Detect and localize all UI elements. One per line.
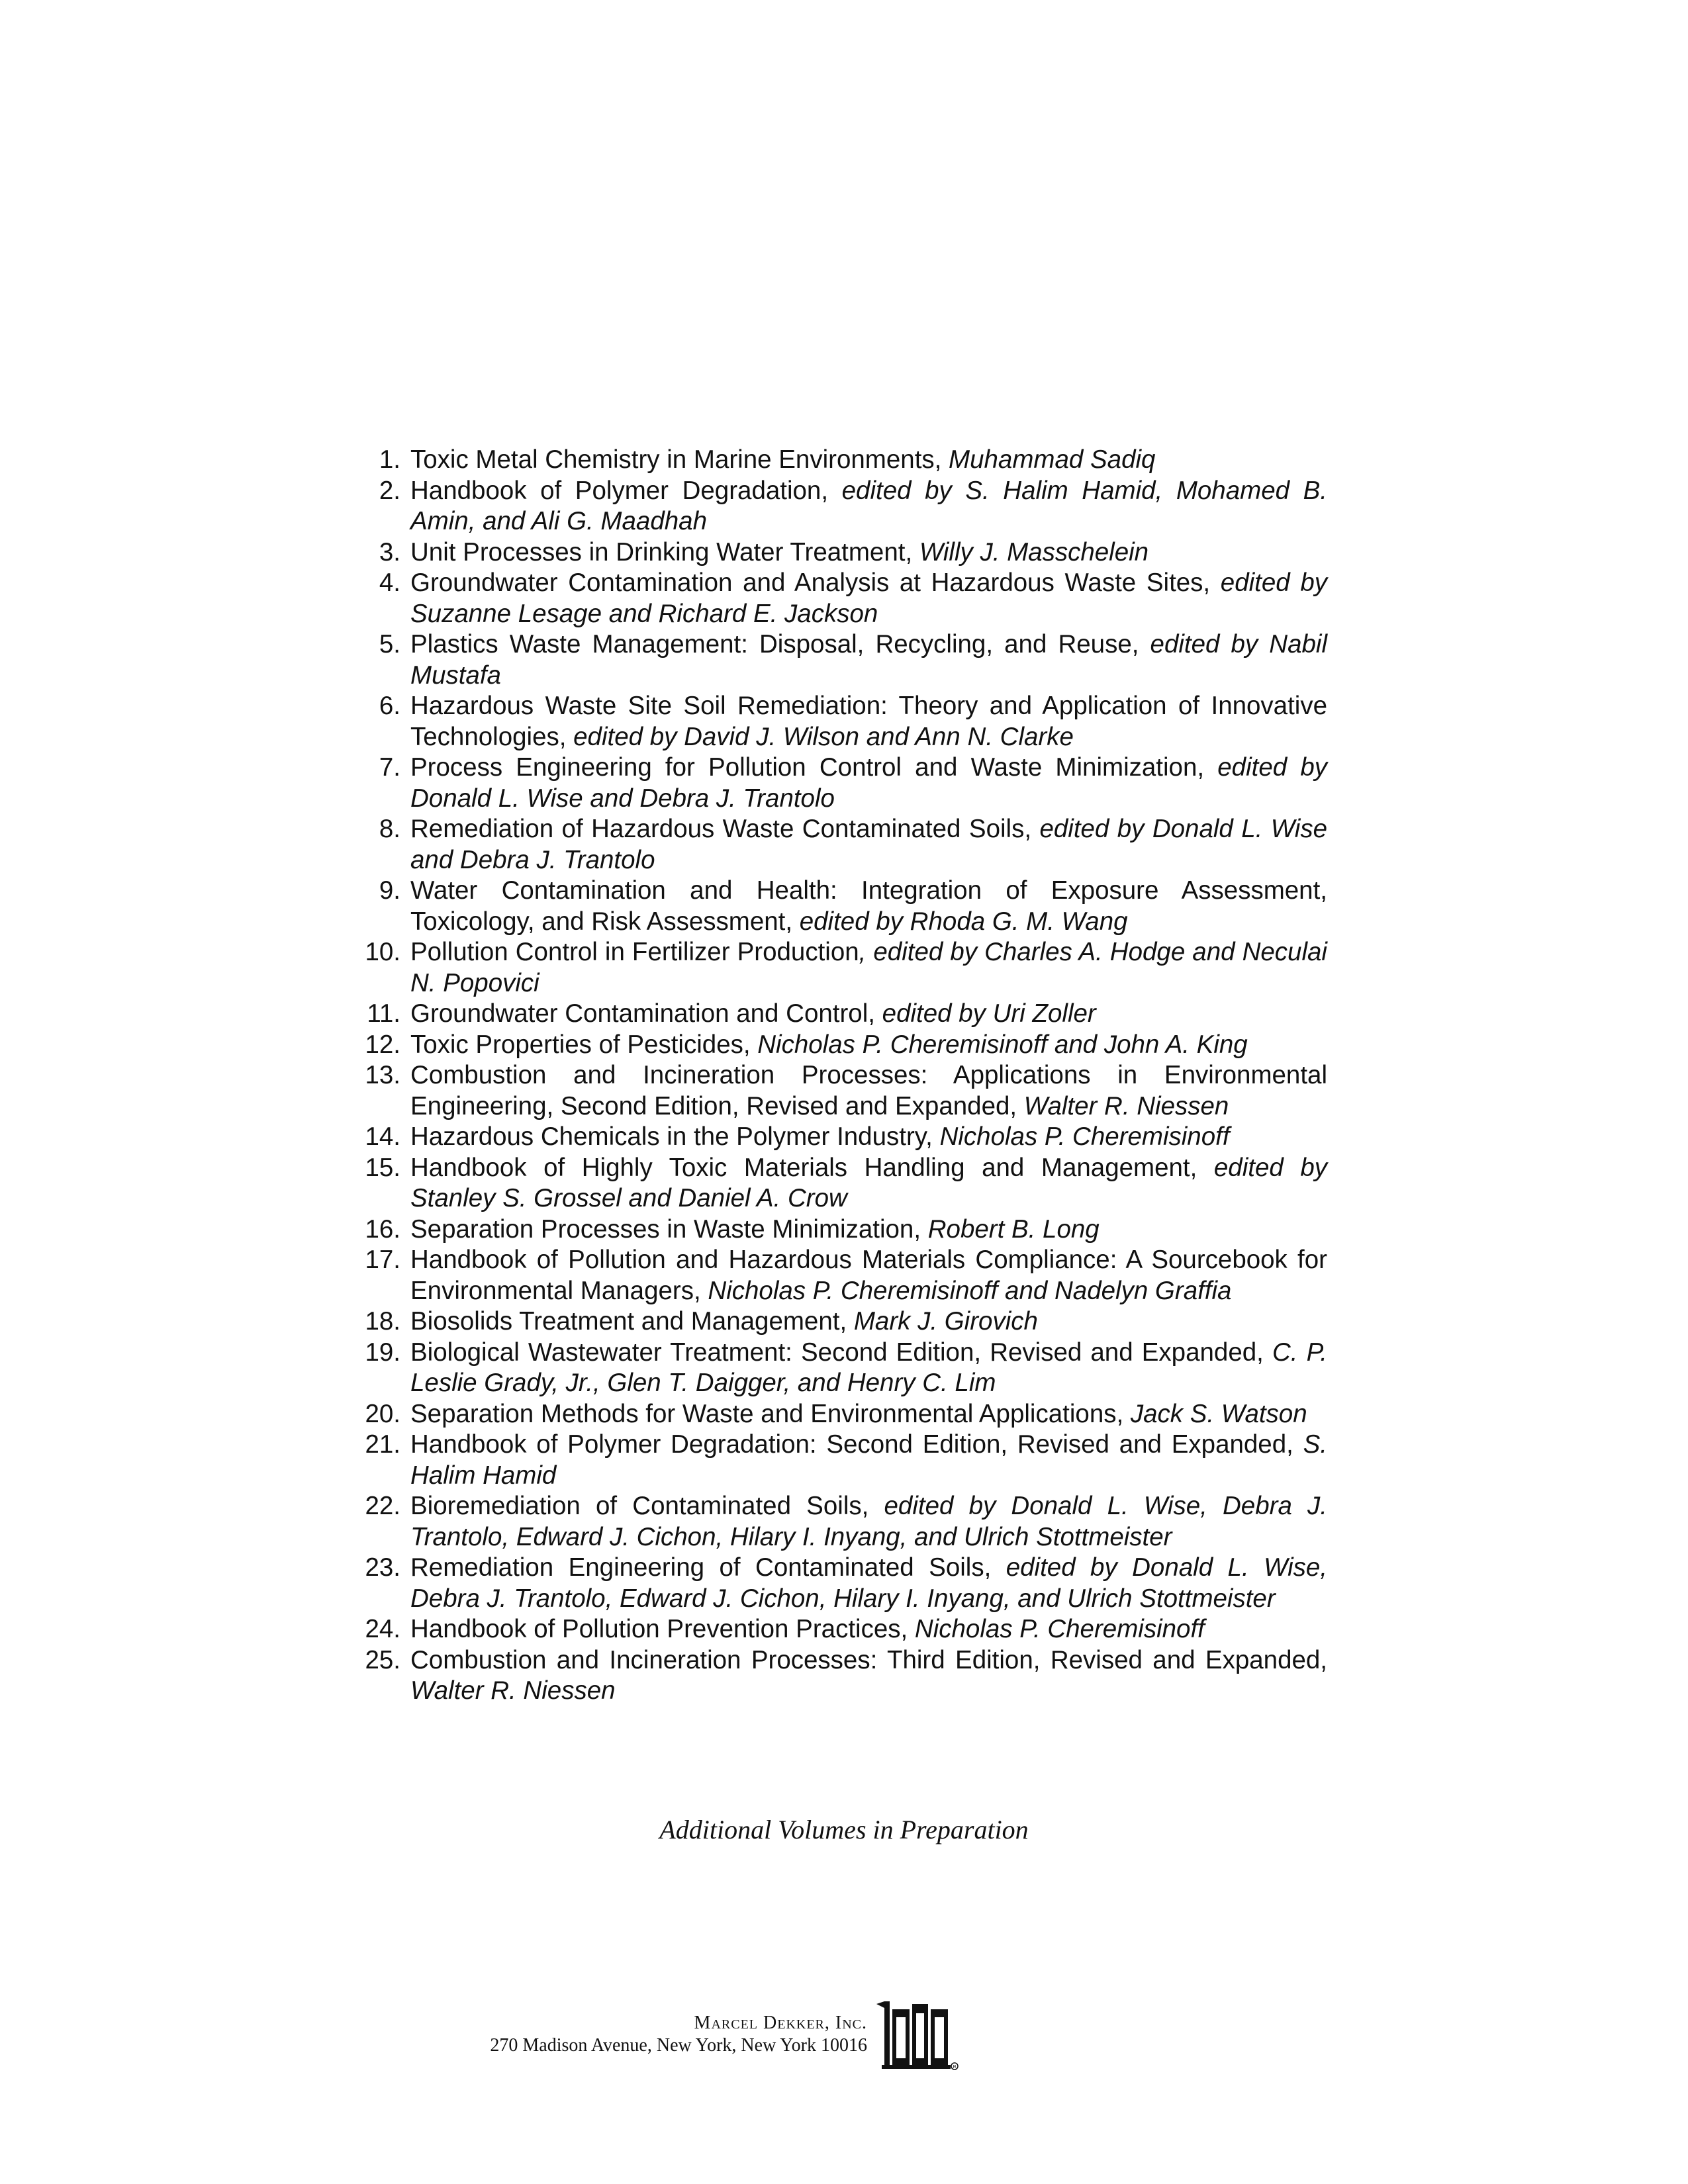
series-entry bbox=[348, 752, 1327, 814]
entry-author: edited by S. Halim Hamid, Mohamed B. Amin, and Ali G. Maadhah bbox=[410, 476, 1327, 535]
entry-author: edited by Donald L. Wise and Debra J. Trantolo bbox=[410, 815, 1327, 874]
entry-number: 17. bbox=[365, 1246, 400, 1274]
entry-title: Process Engineering for Pollution Control and Waste Minimization, bbox=[410, 753, 1218, 782]
entry-title: Pollution Control in Fertilizer Production bbox=[410, 938, 859, 966]
entry-number: 9. bbox=[379, 876, 400, 905]
entry-number: 12. bbox=[365, 1030, 400, 1059]
entry-author: edited by Nabil Mustafa bbox=[410, 630, 1328, 690]
entry-title: Combustion and Incineration Processes: Third Edition, Revised and Expanded, bbox=[410, 1645, 1327, 1674]
additional-volumes-note: Additional Volumes in Preparation bbox=[659, 1815, 1029, 1844]
series-entry bbox=[348, 691, 1327, 752]
series-entry bbox=[348, 1306, 1327, 1338]
series-entry bbox=[348, 1214, 1327, 1246]
series-entry bbox=[348, 568, 1327, 629]
entry-author: Mark J. Girovich bbox=[853, 1307, 1038, 1336]
entry-author: Walter R. Niessen bbox=[410, 1676, 616, 1705]
entry-number: 25. bbox=[365, 1645, 400, 1674]
series-entry bbox=[348, 1399, 1327, 1430]
entry-number: 21. bbox=[365, 1430, 400, 1459]
entry-number: 22. bbox=[365, 1492, 400, 1520]
series-entry bbox=[348, 1614, 1327, 1645]
svg-text:R: R bbox=[953, 2065, 957, 2070]
entry-author: edited by Uri Zoller bbox=[882, 999, 1096, 1028]
entry-author: edited by Suzanne Lesage and Richard E. Jackson bbox=[410, 569, 1327, 628]
series-entry bbox=[348, 1553, 1327, 1614]
series-entry bbox=[348, 876, 1327, 937]
entry-title: Combustion and Incineration Processes: Applications in Environmental Engineering, Second Edition, Revised and Expanded, bbox=[410, 1061, 1327, 1120]
entry-number: 8. bbox=[379, 815, 400, 843]
publisher-address: 270 Madison Avenue, New York, New York 10016 bbox=[490, 2035, 867, 2056]
entry-number: 4. bbox=[379, 569, 400, 597]
entry-author: Robert B. Long bbox=[927, 1214, 1100, 1244]
entry-author: C. P. Leslie Grady, Jr., Glen T. Daigger, and Henry C. Lim bbox=[410, 1338, 1327, 1397]
entry-title: Handbook of Polymer Degradation: Second Edition, Revised and Expanded, bbox=[410, 1430, 1303, 1459]
entry-title: Biological Wastewater Treatment: Second Edition, Revised and Expanded, bbox=[410, 1338, 1272, 1367]
entry-title: Separation Methods for Waste and Environmental Applications, bbox=[410, 1399, 1131, 1428]
entry-number: 19. bbox=[365, 1338, 400, 1367]
series-entry bbox=[348, 937, 1327, 999]
entry-number: 3. bbox=[379, 537, 400, 567]
marcel-dekker-logo-icon bbox=[872, 1999, 959, 2071]
entry-title: Bioremediation of Contaminated Soils, bbox=[410, 1492, 884, 1520]
entry-title: Toxic Properties of Pesticides, bbox=[410, 1030, 758, 1059]
series-entry bbox=[348, 1245, 1327, 1306]
publisher-imprint bbox=[463, 2012, 867, 2057]
entry-number: 2. bbox=[379, 476, 400, 505]
series-entry bbox=[348, 1122, 1327, 1153]
entry-number: 23. bbox=[365, 1553, 400, 1582]
entry-title: Remediation of Hazardous Waste Contaminated Soils, bbox=[410, 815, 1040, 843]
series-entry bbox=[348, 999, 1327, 1030]
entry-author: edited by David J. Wilson and Ann N. Clarke bbox=[573, 722, 1074, 751]
series-entry bbox=[348, 1491, 1327, 1553]
entry-author: Nicholas P. Cheremisinoff bbox=[939, 1122, 1230, 1151]
entry-title: Groundwater Contamination and Control, bbox=[410, 999, 882, 1028]
entry-number: 24. bbox=[365, 1615, 400, 1643]
entry-title: Plastics Waste Management: Disposal, Recycling, and Reuse, bbox=[410, 630, 1150, 659]
entry-title: Remediation Engineering of Contaminated Soils, bbox=[410, 1553, 1006, 1582]
entry-author: Walter R. Niessen bbox=[1023, 1091, 1229, 1120]
series-entry bbox=[348, 1645, 1327, 1707]
entry-author: Nicholas P. Cheremisinoff and Nadelyn Graffia bbox=[708, 1276, 1232, 1305]
entry-title: Hazardous Chemicals in the Polymer Industry, bbox=[410, 1122, 940, 1151]
entry-number: 11. bbox=[367, 999, 400, 1028]
entry-author: , edited by Charles A. Hodge and Neculai N. Popovici bbox=[410, 938, 1327, 997]
series-entry bbox=[348, 445, 1327, 476]
entry-author: Willy J. Masschelein bbox=[919, 537, 1149, 567]
entry-title: Handbook of Highly Toxic Materials Handling and Management, bbox=[410, 1153, 1214, 1182]
series-entry bbox=[348, 1430, 1327, 1491]
entry-title: Handbook of Pollution and Hazardous Materials Compliance: A Sourcebook for Environmental Managers, bbox=[410, 1246, 1327, 1305]
entry-author: edited by Stanley S. Grossel and Daniel A. Crow bbox=[410, 1153, 1327, 1212]
entry-title: Toxic Metal Chemistry in Marine Environments, bbox=[410, 445, 949, 474]
entry-number: 10. bbox=[365, 938, 400, 966]
entry-title: Handbook of Pollution Prevention Practices, bbox=[410, 1615, 915, 1643]
entry-number: 6. bbox=[379, 692, 400, 720]
entry-author: edited by Rhoda G. M. Wang bbox=[799, 907, 1128, 936]
entry-number: 15. bbox=[365, 1153, 400, 1182]
entry-author: edited by Donald L. Wise and Debra J. Trantolo bbox=[410, 753, 1328, 813]
entry-author: Nicholas P. Cheremisinoff and John A. King bbox=[757, 1030, 1248, 1059]
series-entry bbox=[348, 1060, 1327, 1122]
series-entry bbox=[348, 814, 1327, 876]
entry-number: 5. bbox=[379, 630, 400, 659]
entry-number: 1. bbox=[379, 445, 400, 474]
entry-author: Jack S. Watson bbox=[1130, 1399, 1307, 1428]
entry-author: Nicholas P. Cheremisinoff bbox=[914, 1615, 1205, 1643]
entry-author: edited by Donald L. Wise, Debra J. Trantolo, Edward J. Cichon, Hilary I. Inyang, and Ulrich Stottmeister bbox=[410, 1492, 1327, 1551]
entry-author: Muhammad Sadiq bbox=[949, 445, 1156, 474]
entry-number: 13. bbox=[365, 1061, 400, 1089]
entry-number: 16. bbox=[365, 1214, 400, 1244]
entry-title: Hazardous Waste Site Soil Remediation: Theory and Application of Innovative Technologies, bbox=[410, 692, 1327, 751]
entry-author: S. Halim Hamid bbox=[410, 1430, 1327, 1490]
series-entry bbox=[348, 629, 1327, 691]
entry-author: edited by Donald L. Wise, Debra J. Trantolo, Edward J. Cichon, Hilary I. Inyang, and Ulrich Stottmeister bbox=[410, 1553, 1327, 1613]
entry-title: Groundwater Contamination and Analysis at Hazardous Waste Sites, bbox=[410, 569, 1221, 597]
entry-number: 7. bbox=[379, 753, 400, 782]
series-entry bbox=[348, 1030, 1327, 1061]
entry-number: 18. bbox=[365, 1307, 400, 1336]
series-entry bbox=[348, 537, 1327, 569]
publisher-name: Marcel Dekker, Inc. bbox=[694, 2013, 867, 2033]
entry-title: Water Contamination and Health: Integration of Exposure Assessment, Toxicology, and Risk Assessment, bbox=[410, 876, 1327, 936]
entry-title: Handbook of Polymer Degradation, bbox=[410, 476, 842, 505]
entry-title: Separation Processes in Waste Minimization, bbox=[410, 1214, 928, 1244]
entry-number: 14. bbox=[365, 1122, 400, 1151]
series-entry bbox=[348, 1153, 1327, 1214]
series-entry bbox=[348, 476, 1327, 537]
entry-title: Unit Processes in Drinking Water Treatment, bbox=[410, 537, 919, 567]
book-series-list bbox=[348, 445, 1327, 1707]
entry-number: 20. bbox=[365, 1399, 400, 1428]
series-entry bbox=[348, 1338, 1327, 1399]
entry-title: Biosolids Treatment and Management, bbox=[410, 1307, 854, 1336]
